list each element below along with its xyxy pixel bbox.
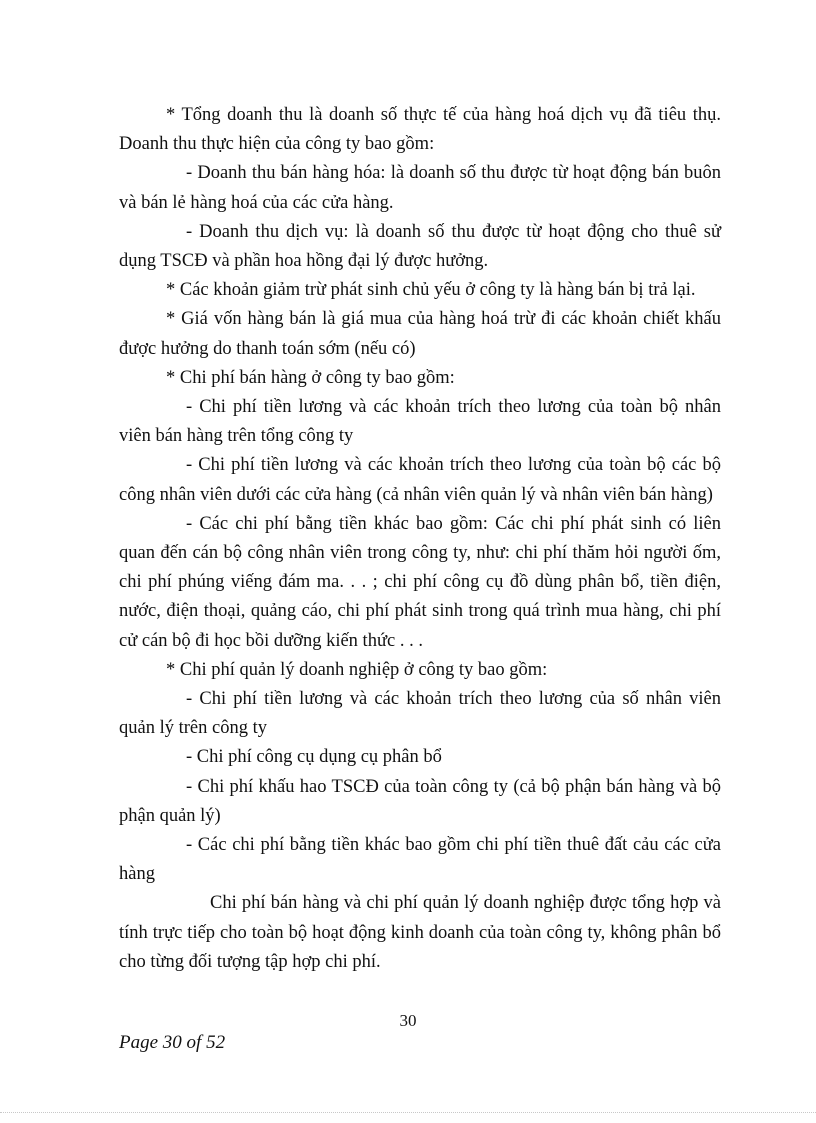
paragraph-admin-tools: - Chi phí công cụ dụng cụ phân bổ bbox=[186, 747, 442, 768]
paragraph-service-revenue: - Doanh thu dịch vụ: là doanh số thu được từ hoạt động cho thuê sử dụng TSCĐ và phần hoa hồng đại lý được hưởng. bbox=[119, 221, 721, 272]
page-footer: Page 30 of 52 bbox=[119, 1032, 226, 1053]
paragraph-admin-salary: - Chi phí tiền lương và các khoản trích theo lương của số nhân viên quản lý trên công ty bbox=[119, 689, 721, 739]
paragraph-deductions: * Các khoản giảm trừ phát sinh chủ yếu ở công ty là hàng bán bị trả lại. bbox=[166, 280, 696, 301]
paragraph-admin-expenses: * Chi phí quản lý doanh nghiệp ở công ty bao gồm: bbox=[166, 659, 548, 680]
paragraph-goods-revenue: - Doanh thu bán hàng hóa: là doanh số thu được từ hoạt động bán buôn và bán lẻ hàng hoá của các cửa hàng. bbox=[119, 163, 721, 213]
paragraph-admin-depreciation: - Chi phí khấu hao TSCĐ của toàn công ty (cả bộ phận bán hàng và bộ phận quản lý) bbox=[119, 776, 721, 826]
paragraph-total-revenue: * Tổng doanh thu là doanh số thực tế của hàng hoá dịch vụ đã tiêu thụ. Doanh thu thực hiện của công ty bao gồm: bbox=[119, 105, 721, 155]
paragraph-admin-other-cash: - Các chi phí bằng tiền khác bao gồm chi phí tiền thuê đất cảu các cửa hàng bbox=[119, 835, 721, 885]
paragraph-cost-of-goods: * Giá vốn hàng bán là giá mua của hàng hoá trừ đi các khoản chiết khấu được hưởng do thanh toán sớm (nếu có) bbox=[119, 309, 721, 359]
paragraph-selling-salary-hq: - Chi phí tiền lương và các khoản trích theo lương của toàn bộ nhân viên bán hàng trên tổng công ty bbox=[119, 397, 721, 447]
paragraph-summary: Chi phí bán hàng và chi phí quản lý doanh nghiệp được tổng hợp và tính trực tiếp cho toàn bộ hoạt động kinh doanh của toàn công ty, không phân bổ cho từng đối tượng tập hợp chi phí. bbox=[119, 893, 721, 972]
page-bottom-divider bbox=[0, 1112, 816, 1113]
body-text bbox=[119, 101, 721, 977]
paragraph-selling-expenses: * Chi phí bán hàng ở công ty bao gồm: bbox=[166, 367, 455, 388]
page-number: 30 bbox=[399, 1011, 417, 1030]
paragraph-selling-salary-stores: - Chi phí tiền lương và các khoản trích theo lương của toàn bộ các bộ công nhân viên dưới các cửa hàng (cả nhân viên quản lý và nhân viên bán hàng) bbox=[119, 455, 721, 505]
paragraph-selling-other-cash: - Các chi phí bằng tiền khác bao gồm: Các chi phí phát sinh có liên quan đến cán bộ công nhân viên trong công ty, như: chi phí thăm hỏi người ốm, chi phí phúng viếng đám ma. . . ; chi phí công cụ đồ dùng phân bổ, tiền điện, nước, điện thoại, quảng cáo, chi phí phát sinh trong quá trình mua hàng, chi phí cử cán bộ đi học bồi dưỡng kiến thức . . . bbox=[119, 513, 721, 651]
